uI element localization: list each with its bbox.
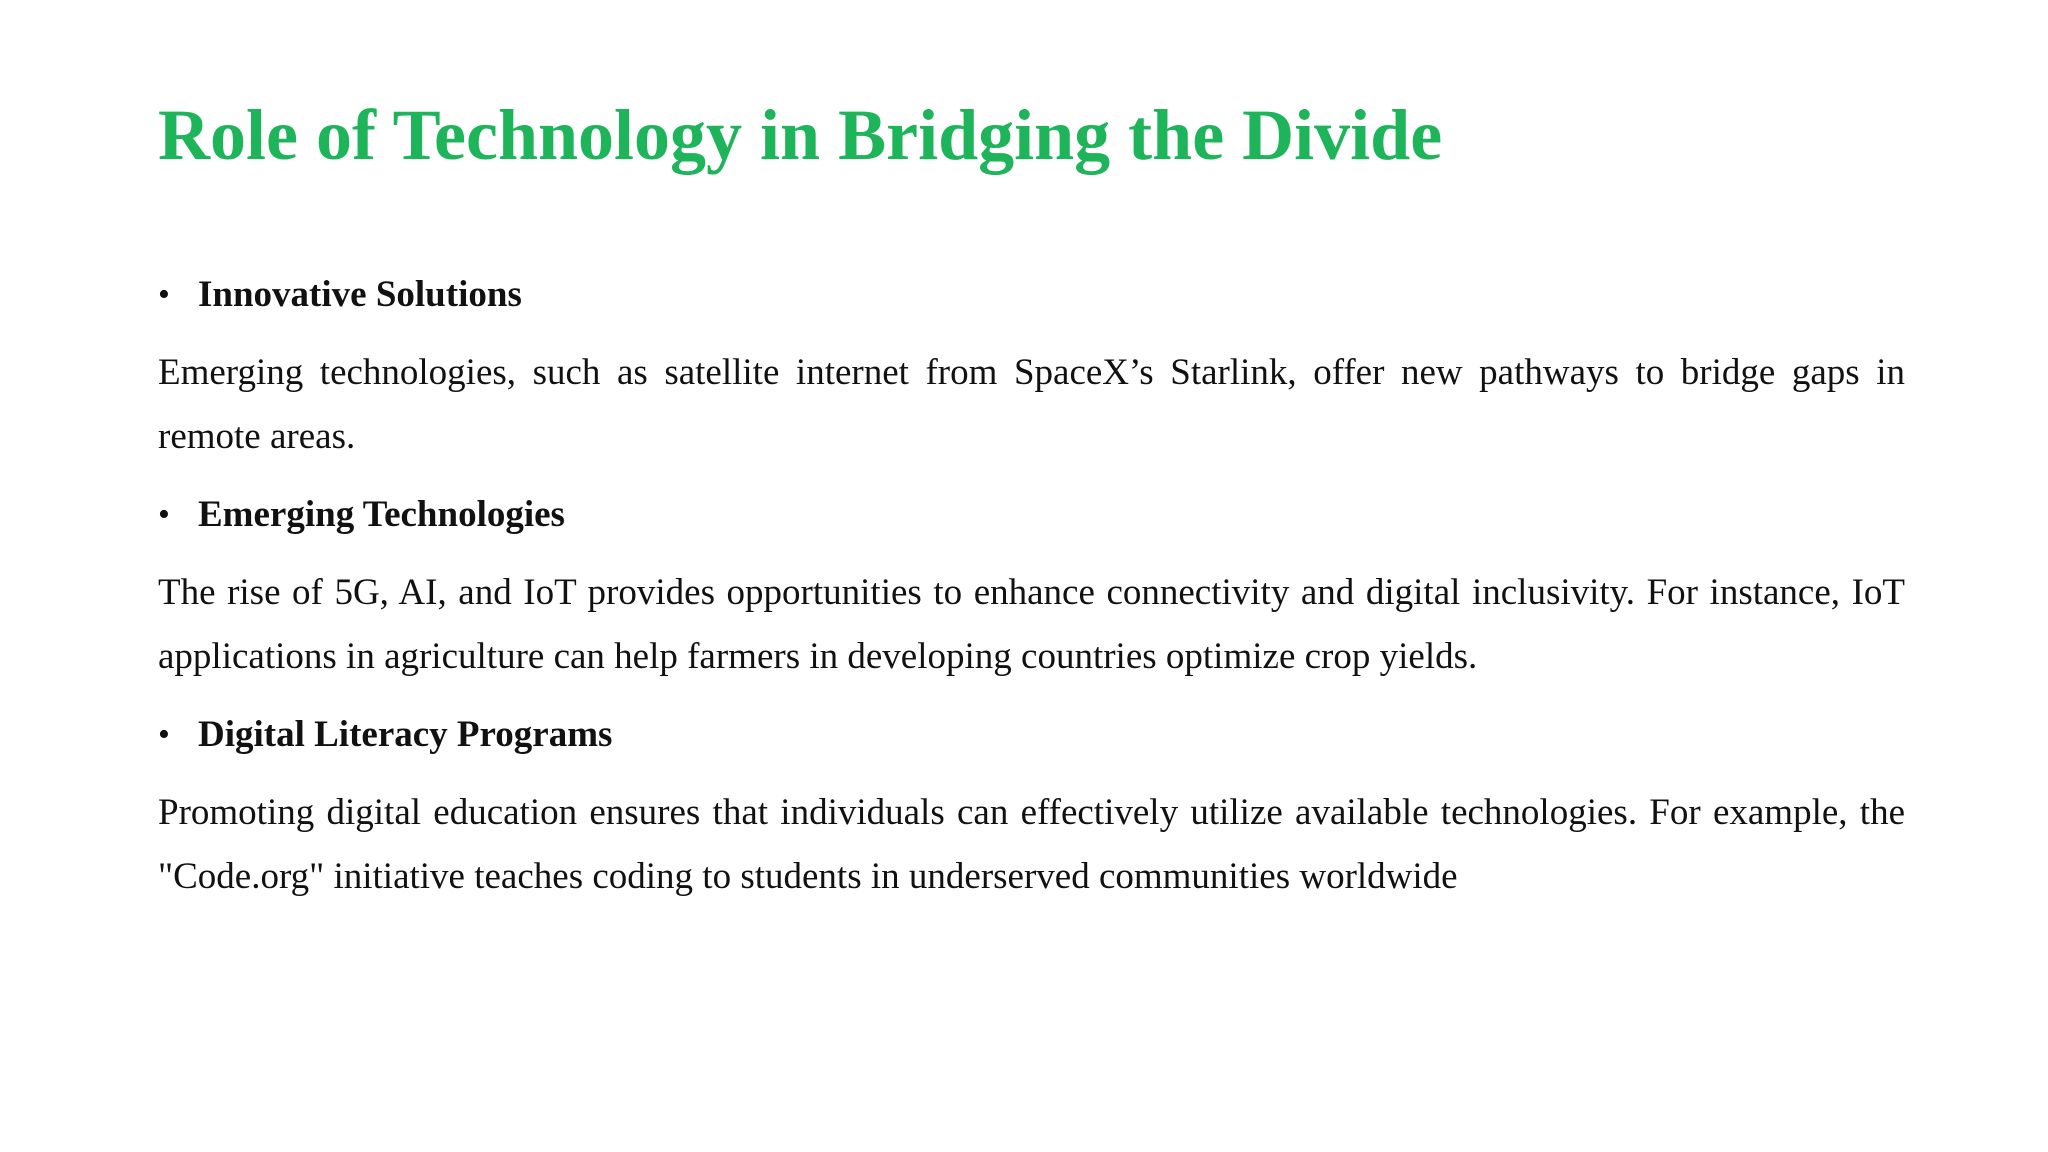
section-innovative-solutions [158,265,1905,469]
bullet-row [158,485,1905,545]
section-digital-literacy-programs [158,705,1905,909]
section-heading: Emerging Technologies [198,494,565,535]
section-text: Emerging technologies, such as satellite internet from SpaceX’s Starlink, offer new pathways to bridge gaps in remote areas. [158,352,1905,457]
section-heading: Innovative Solutions [198,274,522,315]
bullet-icon: • [158,496,170,533]
section-heading: Digital Literacy Programs [198,714,613,755]
slide-content [158,265,1905,925]
section-text: Promoting digital education ensures that individuals can effectively utilize available technologies. For example, the "Code.org" initiative teaches coding to students in underserved communities worldwide [158,792,1905,897]
bullet-row [158,265,1905,325]
bullet-row [158,705,1905,765]
section-text: The rise of 5G, AI, and IoT provides opportunities to enhance connectivity and digital inclusivity. For instance, IoT applications in agriculture can help farmers in developing countries optimize crop yields. [158,572,1905,677]
bullet-icon: • [158,276,170,313]
section-emerging-technologies [158,485,1905,689]
bullet-icon: • [158,716,170,753]
slide-title: Role of Technology in Bridging the Divide [158,95,1443,175]
